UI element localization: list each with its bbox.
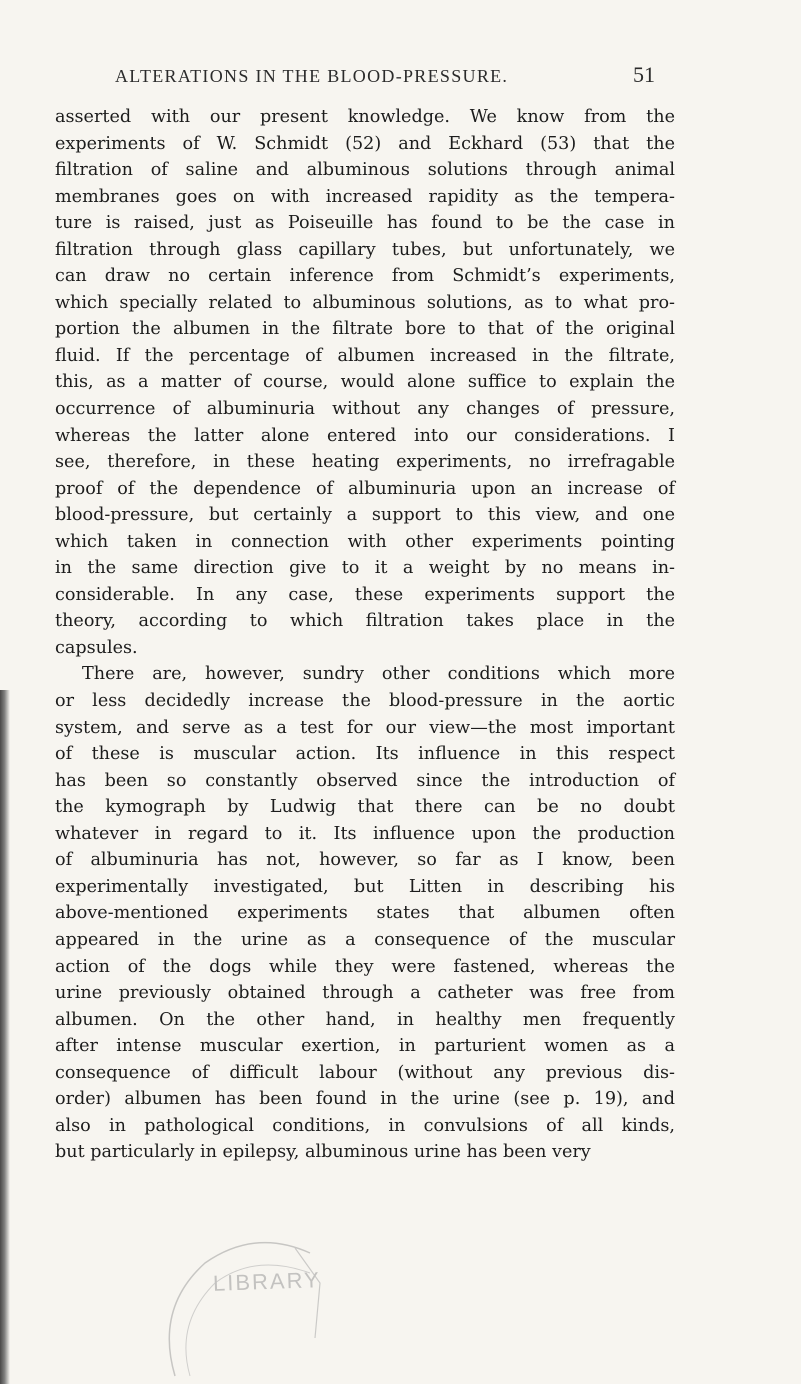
page-number: 51 xyxy=(633,62,655,87)
text-line: in the same direction give to it a weight by no means in- xyxy=(55,558,675,579)
running-head xyxy=(115,62,655,92)
text-line: filtration through glass capillary tubes, but unfortunately, we xyxy=(55,239,675,260)
body-text xyxy=(55,104,675,1166)
text-line: experimentally investigated, but Litten in describing his xyxy=(55,876,675,897)
text-line: asserted with our present knowledge. We know from the xyxy=(55,107,675,127)
text-line: system, and serve as a test for our view—the most important xyxy=(55,717,675,738)
text-line: also in pathological conditions, in convulsions of all kinds, xyxy=(55,1115,675,1136)
text-line: can draw no certain inference from Schmidt’s experiments, xyxy=(55,266,675,287)
text-line: considerable. In any case, these experiments support the xyxy=(55,584,675,605)
text-line: but particularly in epilepsy, albuminous urine has been very xyxy=(55,1142,591,1163)
text-line: this, as a matter of course, would alone suffice to explain the xyxy=(55,372,675,393)
text-line: has been so constantly observed since the introduction of xyxy=(55,770,675,791)
text-line: appeared in the urine as a consequence of the muscular xyxy=(55,929,675,950)
stamp-text: LIBRARY xyxy=(212,1267,322,1296)
text-line: consequence of difficult labour (without any previous dis- xyxy=(55,1062,675,1083)
text-line: whatever in regard to it. Its influence upon the production xyxy=(55,823,675,844)
text-line: above-mentioned experiments states that albumen often xyxy=(55,903,675,924)
text-line: or less decidedly increase the blood-pressure in the aortic xyxy=(55,691,675,712)
library-stamp-seal xyxy=(135,1228,325,1378)
text-line: order) albumen has been found in the urine (see p. 19), and xyxy=(55,1089,675,1110)
text-line: fluid. If the percentage of albumen increased in the filtrate, xyxy=(55,345,675,366)
text-line: whereas the latter alone entered into our considerations. I xyxy=(55,425,675,446)
text-line: of these is muscular action. Its influence in this respect xyxy=(55,744,675,765)
text-line: experiments of W. Schmidt (52) and Eckhard (53) that the xyxy=(55,133,675,154)
text-line: of albuminuria has not, however, so far as I know, been xyxy=(55,850,675,871)
text-line: the kymograph by Ludwig that there can be no doubt xyxy=(55,797,675,818)
text-line: occurrence of albuminuria without any changes of pressure, xyxy=(55,399,675,420)
text-line: theory, according to which filtration takes place in the xyxy=(55,611,675,632)
text-line: filtration of saline and albuminous solutions through animal xyxy=(55,160,675,181)
text-line: membranes goes on with increased rapidity as the tempera- xyxy=(55,186,675,207)
text-line: action of the dogs while they were fastened, whereas the xyxy=(55,956,675,977)
text-line: proof of the dependence of albuminuria upon an increase of xyxy=(55,478,675,499)
text-line: which specially related to albuminous solutions, as to what pro- xyxy=(55,292,675,313)
text-line: see, therefore, in these heating experiments, no irrefragable xyxy=(55,452,675,473)
text-line: albumen. On the other hand, in healthy men frequently xyxy=(55,1009,675,1030)
library-stamp xyxy=(135,1228,325,1378)
text-line: There are, however, sundry other conditions which more xyxy=(82,664,675,685)
running-head-title: ALTERATIONS IN THE BLOOD-PRESSURE. xyxy=(115,66,509,86)
text-line: which taken in connection with other experiments pointing xyxy=(55,531,675,552)
scan-binding-shadow xyxy=(0,690,10,1384)
text-line: blood-pressure, but certainly a support to this view, and one xyxy=(55,505,675,526)
text-line: ture is raised, just as Poiseuille has found to be the case in xyxy=(55,213,675,234)
text-line: portion the albumen in the filtrate bore to that of the original xyxy=(55,319,675,340)
text-line: after intense muscular exertion, in parturient women as a xyxy=(55,1036,675,1057)
text-line: urine previously obtained through a catheter was free from xyxy=(55,983,675,1004)
text-line: capsules. xyxy=(55,637,138,658)
